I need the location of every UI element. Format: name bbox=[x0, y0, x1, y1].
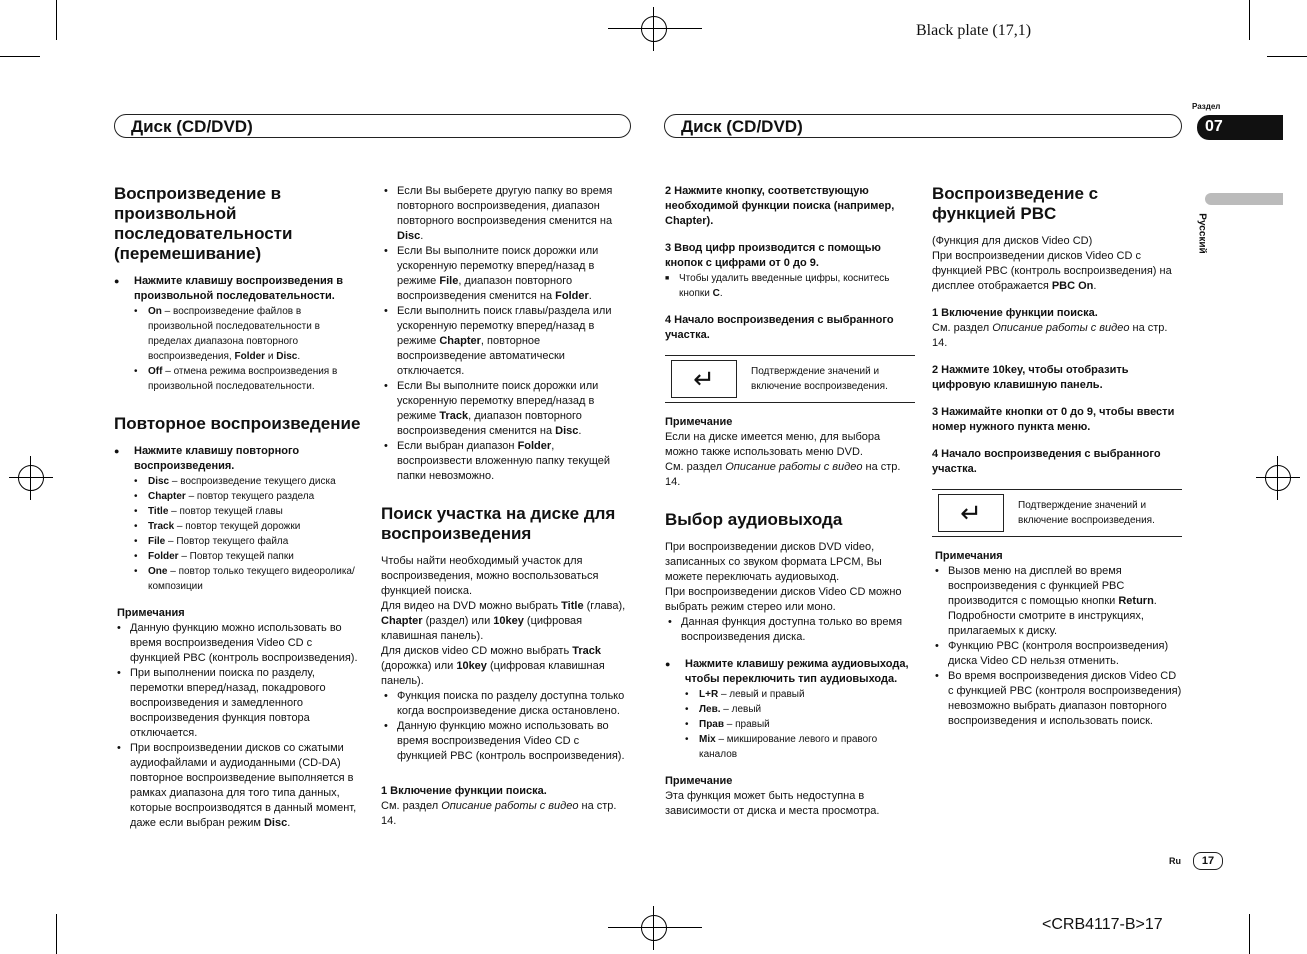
list-item: • Если выполнить поиск главы/раздела или ускоренную перемотку вперед/назад в режиме Chapter, повторное воспроизведение автоматически отключается. bbox=[381, 304, 631, 379]
section-number: 07 bbox=[1205, 118, 1223, 135]
list-item: • При выполнении поиска по разделу, перемотки вперед/назад, покадрового воспроизведения и замедленного воспроизведения функция повтора отключается. bbox=[114, 666, 362, 741]
note-title: Примечание bbox=[665, 416, 733, 428]
repeat-step: ● Нажмите клавишу повторного воспроизведения. bbox=[114, 444, 362, 474]
paragraph: (Функция для дисков Video CD) bbox=[932, 235, 1093, 247]
confirm-text: Подтверждение значений и включение воспроизведения. bbox=[751, 366, 888, 392]
paragraph: Чтобы найти необходимый участок для воспроизведения, можно воспользоваться функцией поиска. bbox=[381, 555, 599, 597]
crop-mark bbox=[1249, 0, 1250, 40]
registration-mark-icon bbox=[641, 16, 667, 42]
heading-shuffle: Воспроизведение в произвольной последовательности (перемешивание) bbox=[114, 184, 293, 263]
audio-notes bbox=[665, 615, 915, 645]
paragraph: Если на диске имеется меню, для выбора можно также использовать меню DVD. bbox=[665, 431, 881, 458]
crop-mark bbox=[1249, 914, 1250, 954]
paragraph: Для дисков video CD можно выбрать Track (дорожка) или 10key (цифровая клавишная панель). bbox=[381, 645, 605, 687]
reference: См. раздел Описание работы с видео на стр. 14. bbox=[932, 322, 1168, 349]
list-item: • Mix – микширование левого и правого каналов bbox=[665, 732, 915, 762]
header-right: Диск (CD/DVD) bbox=[664, 114, 1182, 138]
list-item: • Если выбран диапазон Folder, воспроизвести вложенную папку текущей папки невозможно. bbox=[381, 439, 631, 484]
heading-search: Поиск участка на диске для воспроизведения bbox=[381, 504, 616, 543]
repeat-options bbox=[114, 474, 362, 594]
pbc-notes bbox=[932, 564, 1182, 729]
header-left: Диск (CD/DVD) bbox=[114, 114, 631, 138]
paragraph: Эта функция может быть недоступна в зависимости от диска и места просмотра. bbox=[665, 790, 880, 817]
step-3: 3 Нажимайте кнопки от 0 до 9, чтобы ввести номер нужного пункта меню. bbox=[932, 406, 1175, 433]
step-3: 3 Ввод цифр производится с помощью кнопок с цифрами от 0 до 9. bbox=[665, 242, 881, 269]
column-1 bbox=[114, 184, 362, 831]
list-item: • Если Вы выполните поиск дорожки или ускоренную перемотку вперед/назад в режиме File, диапазон повторного воспроизведения сменится на Folder. bbox=[381, 244, 631, 304]
notes-title: Примечания bbox=[117, 607, 185, 619]
list-item: • Off – отмена режима воспроизведения в произвольной последовательности. bbox=[114, 364, 362, 394]
notes-list bbox=[114, 621, 362, 831]
list-item: • Прав – правый bbox=[665, 717, 915, 732]
paragraph: При воспроизведении дисков DVD video, записанных со звуком формата LPCM, Вы можете переключать аудиовыход. bbox=[665, 541, 882, 583]
list-item: • Если Вы выполните поиск дорожки или ускоренную перемотку вперед/назад в режиме Track, диапазон повторного воспроизведения сменится на Disc. bbox=[381, 379, 631, 439]
list-item: • Данную функцию можно использовать во время воспроизведения Video CD с функцией PBC (контроль воспроизведения). bbox=[114, 621, 362, 666]
list-item: • File – Повтор текущего файла bbox=[114, 534, 362, 549]
confirm-row bbox=[932, 489, 1182, 537]
enter-return-icon: ↵ bbox=[671, 360, 737, 398]
reference: См. раздел Описание работы с видео на стр. 14. bbox=[665, 461, 901, 488]
paragraph: При воспроизведении дисков Video CD можно выбрать режим стерео или моно. bbox=[665, 586, 902, 613]
list-item: • Если Вы выберете другую папку во время повторного воспроизведения, диапазон повторного воспроизведения сменится на Disc. bbox=[381, 184, 631, 244]
clear-tip: ■ Чтобы удалить введенные цифры, коснитесь кнопки C. bbox=[665, 271, 915, 301]
language-tab bbox=[1205, 193, 1283, 205]
shuffle-options bbox=[114, 304, 362, 394]
job-code: <CRB4117-B>17 bbox=[1042, 916, 1163, 933]
crop-mark bbox=[608, 927, 702, 928]
list-item: • L+R – левый и правый bbox=[665, 687, 915, 702]
reference: См. раздел Описание работы с видео на стр. 14. bbox=[381, 800, 617, 827]
list-item: • Функция поиска по разделу доступна только когда воспроизведение диска остановлено. bbox=[381, 689, 631, 719]
section-label: Раздел bbox=[1192, 102, 1221, 111]
column-3 bbox=[665, 184, 915, 819]
note-title: Примечание bbox=[665, 775, 733, 787]
step-2: 2 Нажмите кнопку, соответствующую необходимой функции поиска (например, Chapter). bbox=[665, 185, 895, 227]
list-item: • Лев. – левый bbox=[665, 702, 915, 717]
crop-mark bbox=[1267, 56, 1307, 57]
crop-mark bbox=[56, 0, 57, 40]
language-label: Русский bbox=[1196, 213, 1208, 254]
list-item: • При воспроизведении дисков со сжатыми аудиофайлами и аудиоданными (CD-DA) повторное воспроизведение выполняется в рамках диапазона для того типа данных, которые воспроизводятся в данный момент, даже если выбран режим Disc. bbox=[114, 741, 362, 831]
search-notes bbox=[381, 689, 631, 764]
column-2 bbox=[381, 184, 631, 829]
registration-mark-icon bbox=[1265, 465, 1291, 491]
crop-mark bbox=[0, 56, 40, 57]
shuffle-step: ● Нажмите клавишу воспроизведения в произвольной последовательности. bbox=[114, 274, 362, 304]
list-item: • On – воспроизведение файлов в произвольной последовательности в пределах диапазона повторного воспроизведения, Folder и Disc. bbox=[114, 304, 362, 364]
crop-mark bbox=[56, 914, 57, 954]
registration-mark-icon bbox=[641, 915, 667, 941]
list-item: • Folder – Повтор текущей папки bbox=[114, 549, 362, 564]
step-4: 4 Начало воспроизведения с выбранного участка. bbox=[665, 314, 894, 341]
registration-mark-icon bbox=[18, 465, 44, 491]
notes-title: Примечания bbox=[935, 550, 1003, 562]
heading-pbc: Воспроизведение с функцией PBC bbox=[932, 184, 1099, 223]
list-item: • Данную функцию можно использовать во время воспроизведения Video CD с функцией PBC (контроль воспроизведения). bbox=[381, 719, 631, 764]
heading-audio: Выбор аудиовыхода bbox=[665, 510, 843, 529]
column-4 bbox=[932, 184, 1182, 729]
list-item: • Функцию PBC (контроля воспроизведения) диска Video CD нельзя отменить. bbox=[932, 639, 1182, 669]
list-item: • Track – повтор текущей дорожки bbox=[114, 519, 362, 534]
audio-step: ● Нажмите клавишу режима аудиовыхода, чтобы переключить тип аудиовыхода. bbox=[665, 657, 915, 687]
list-item: • Chapter – повтор текущего раздела bbox=[114, 489, 362, 504]
confirm-text: Подтверждение значений и включение воспроизведения. bbox=[1018, 500, 1155, 526]
page-number: 17 bbox=[1193, 852, 1223, 870]
step-1: 1 Включение функции поиска. bbox=[381, 785, 547, 797]
list-item: • Во время воспроизведения дисков Video CD с функцией PBC (контроля воспроизведения) невозможно выбрать диапазон повторного воспроизведения и использовать поиск. bbox=[932, 669, 1182, 729]
paragraph: При воспроизведении дисков Video CD с функцией PBC (контроль воспроизведения) на дисплее отображается PBC On. bbox=[932, 250, 1172, 292]
list-item: • Вызов меню на дисплей во время воспроизведения с функцией PBC производится с помощью кнопки Return. Подробности смотрите в инструкциях, прилагаемых к диску. bbox=[932, 564, 1182, 639]
heading-repeat: Повторное воспроизведение bbox=[114, 414, 361, 433]
audio-modes bbox=[665, 687, 915, 762]
list-item: • One – повтор только текущего видеоролика/композиции bbox=[114, 564, 362, 594]
step-2: 2 Нажмите 10key, чтобы отобразить цифровую клавишную панель. bbox=[932, 364, 1129, 391]
plate-label: Black plate (17,1) bbox=[916, 22, 1032, 39]
crop-mark bbox=[608, 28, 702, 29]
list-item: • Данная функция доступна только во время воспроизведения диска. bbox=[665, 615, 915, 645]
list-item: • Title – повтор текущей главы bbox=[114, 504, 362, 519]
repeat-notes-continued bbox=[381, 184, 631, 484]
step-1: 1 Включение функции поиска. bbox=[932, 307, 1098, 319]
list-item: • Disc – воспроизведение текущего диска bbox=[114, 474, 362, 489]
enter-return-icon: ↵ bbox=[938, 494, 1004, 532]
confirm-row bbox=[665, 355, 915, 403]
paragraph: Для видео на DVD можно выбрать Title (глава), Chapter (раздел) или 10key (цифровая клавишная панель). bbox=[381, 600, 626, 642]
step-4: 4 Начало воспроизведения с выбранного участка. bbox=[932, 448, 1161, 475]
footer-lang: Ru bbox=[1169, 856, 1181, 866]
